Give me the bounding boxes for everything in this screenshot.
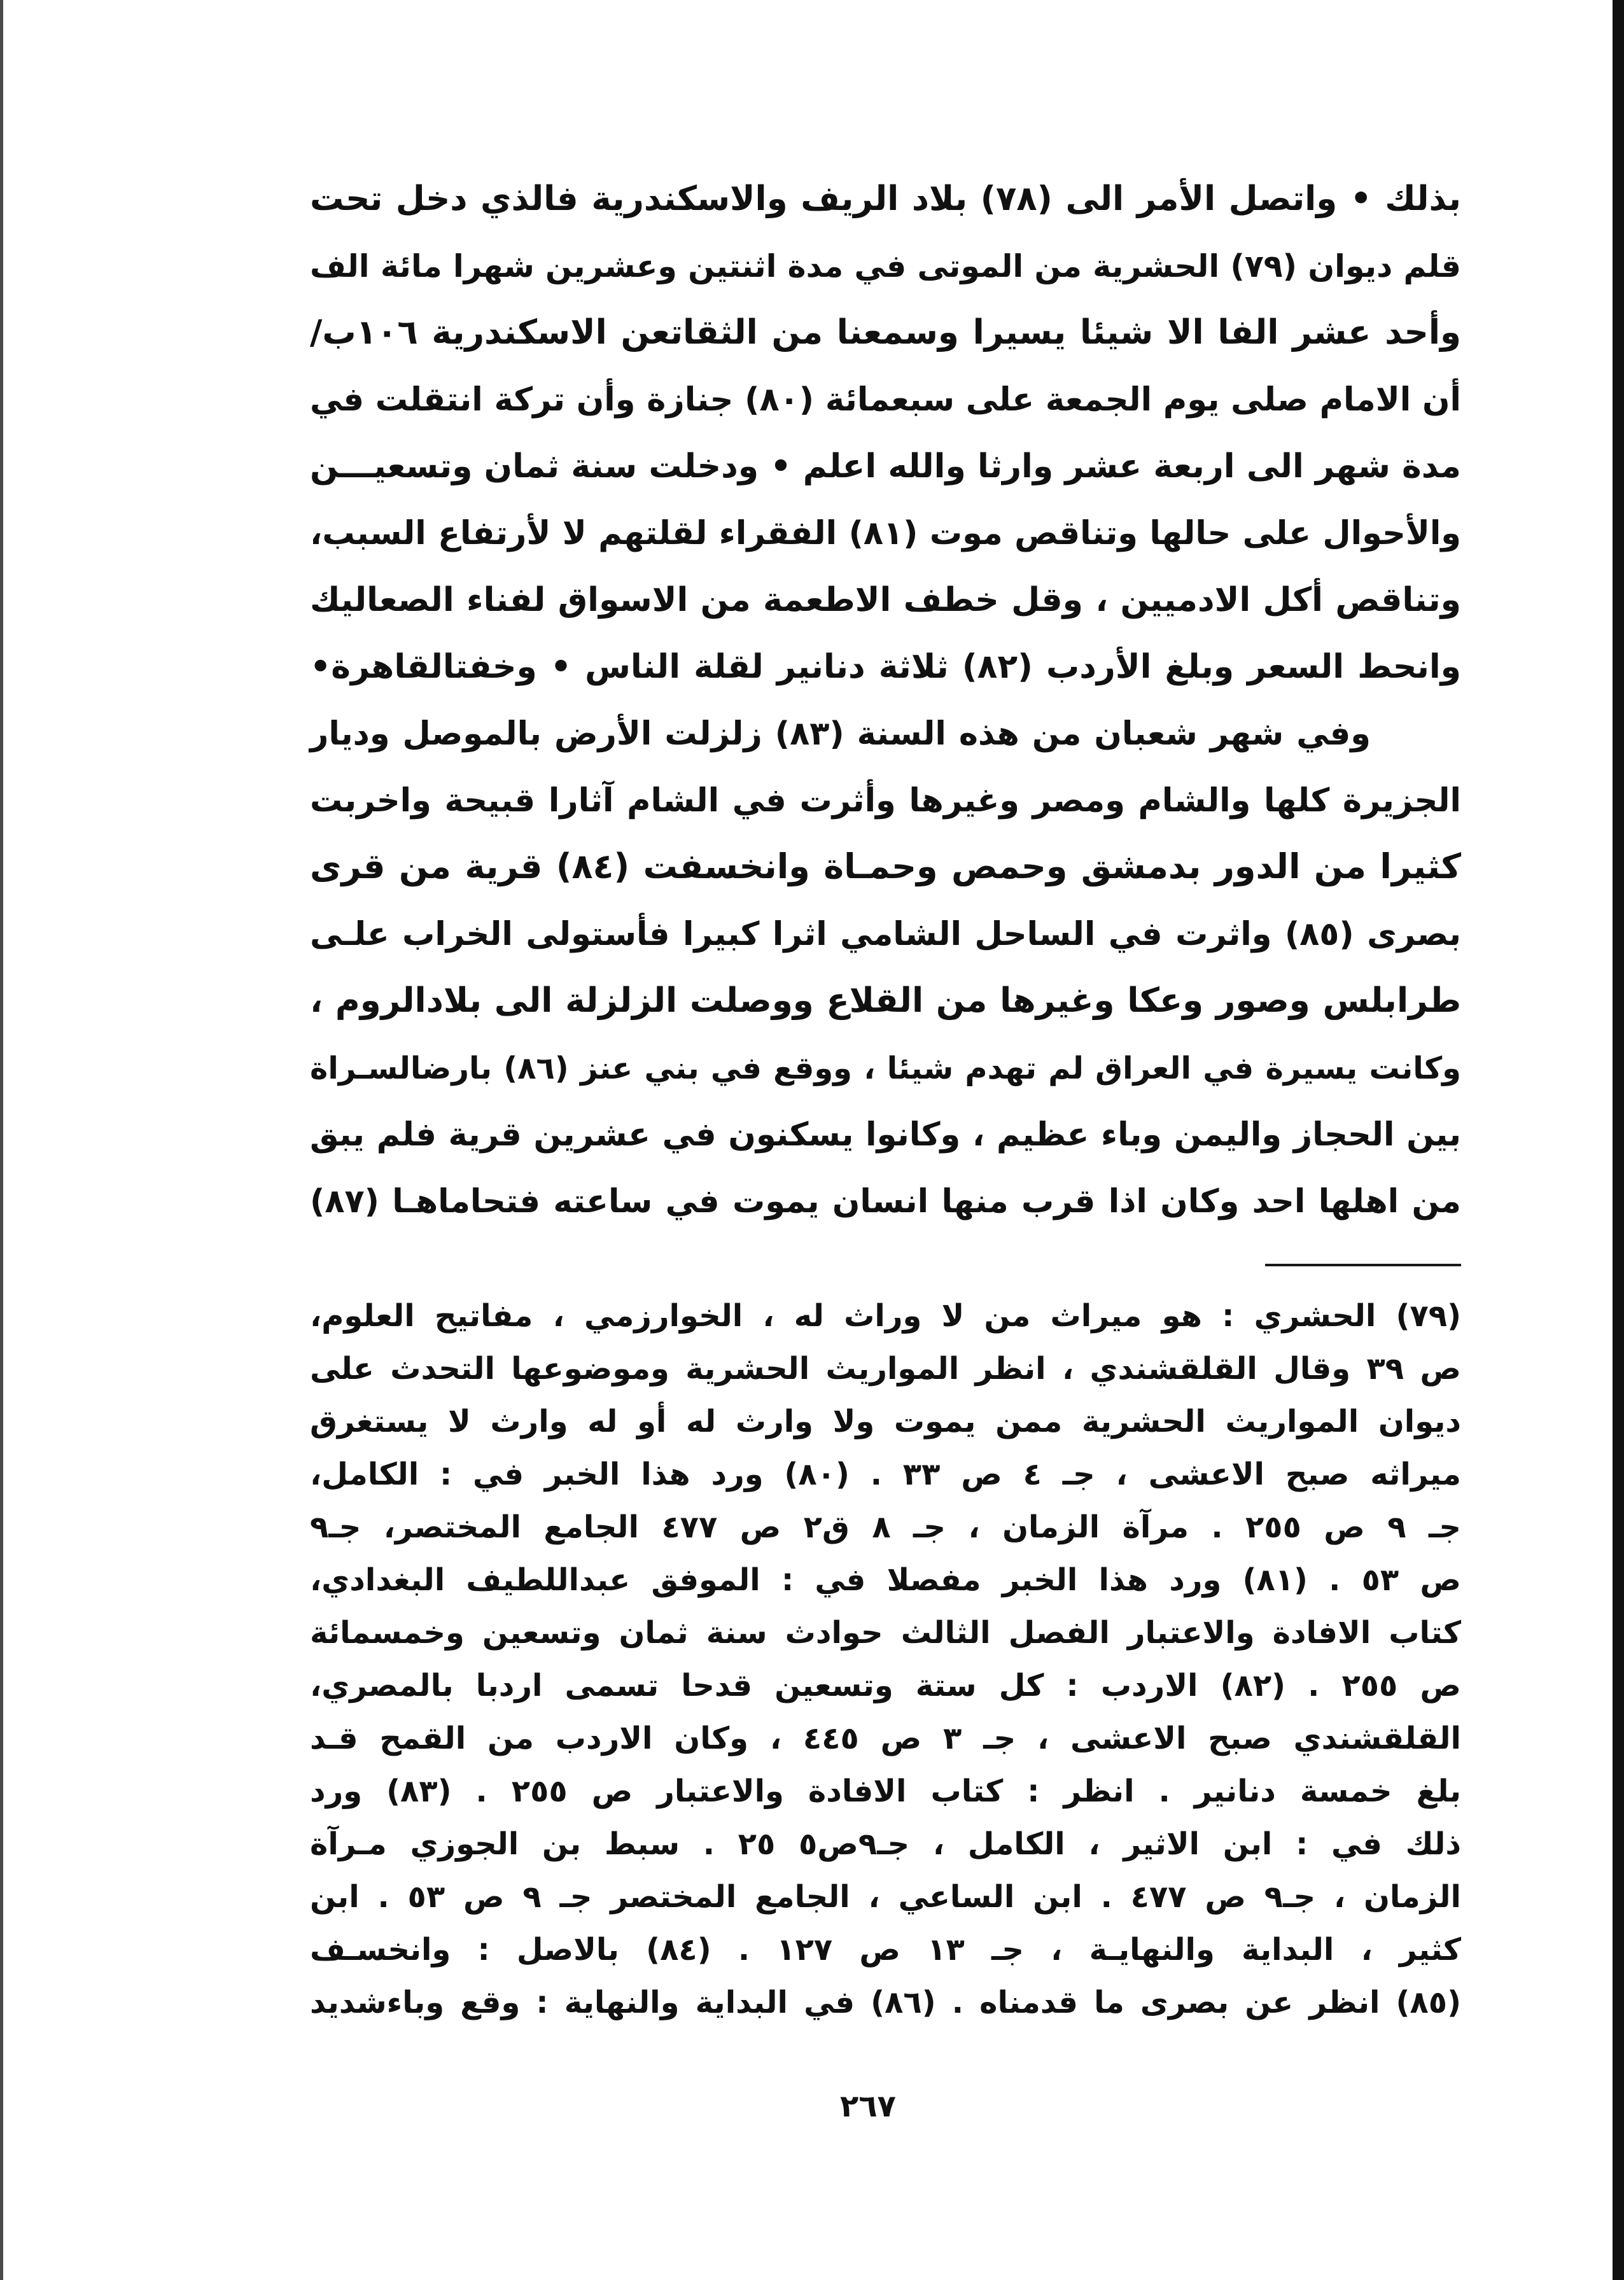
body-line: وأحد عشر الفا الا شيئا يسيرا وسمعنا من الثقاتعن الاسكندرية ١٠٦ب/ [310, 313, 1461, 352]
body-line: طرابلس وصور وعكا وغيرها من القلاع ووصلت الزلزلة الى بلادالروم ، [310, 981, 1461, 1020]
body-line: بصرى (٨٥) واثرت في الساحل الشامي اثرا كبيرا فأستولى الخراب علـى [309, 916, 1461, 953]
footnote-line: ص ٥٣ . (٨١) ورد هذا الخبر مفصلا في : الموفق عبداللطيف البغدادي، [310, 1562, 1461, 1598]
body-line: كثيرا من الدور بدمشق وحمص وحمـاة وانخسفت (٨٤) قرية من قرى [310, 846, 1461, 886]
footnote-line: ديوان المواريث الحشرية ممن يموت ولا وارث له أو له وارث لا يستغرق [310, 1404, 1461, 1439]
footnote-line: (٨٥) انظر عن بصرى ما قدمناه . (٨٦) في البداية والنهاية : وقع وباءشديد [310, 1985, 1461, 2020]
paragraph-start-line: وفي شهر شعبان من هذه السنة (٨٣) زلزلت الأرض بالموصل وديار [310, 715, 1371, 753]
body-line: بين الحجاز واليمن وباء عظيم ، وكانوا يسكنون في عشرين قرية فلم يبق [310, 1116, 1461, 1154]
body-line: قلم ديوان (٧٩) الحشرية من الموتى في مدة اثنتين وعشرين شهرا مائة الف [310, 248, 1461, 284]
footnote-line: ص ٢٥٥ . (٨٢) الاردب : كل ستة وتسعين قدحا تسمى اردبا بالمصري، [309, 1668, 1461, 1703]
footnotes-block [310, 1290, 1461, 2029]
body-line: أن الامام صلى يوم الجمعة على سبعمائة (٨٠) جنازة وأن تركة انتقلت في [310, 381, 1461, 419]
footnote-line: كتاب الافادة والاعتبار الفصل الثالث حوادث سنة ثمان وتسعين وخمسمائة [310, 1615, 1461, 1651]
scan-edge-right [1613, 0, 1624, 2280]
main-text-block [310, 163, 1461, 1232]
footnote-line: ميراثه صبح الاعشى ، جـ ٤ ص ٣٣ . (٨٠) ورد هذا الخبر في : الكامل، [309, 1457, 1461, 1492]
page-number: ٢٦٧ [840, 2088, 896, 2124]
footnote-line: القلقشندي صبح الاعشى ، جـ ٣ ص ٤٤٥ ، وكان الاردب من القمح قـد [310, 1721, 1461, 1756]
footnote-line: ص ٣٩ وقال القلقشندي ، انظر المواريث الحشرية وموضوعها التحدث على [310, 1351, 1461, 1387]
body-line: الجزيرة كلها والشام ومصر وغيرها وأثرت في الشام آثارا قبيحة واخربت [310, 782, 1461, 820]
footnote-line: ذلك في : ابن الاثير ، الكامل ، جـ٩ص٥ ٢٥ . سبط بن الجوزي مـرآة [309, 1826, 1461, 1862]
footnote-line: جـ ٩ ص ٢٥٥ . مرآة الزمان ، جـ ٨ ق٢ ص ٤٧٧ الجامع المختصر، جـ٩ [309, 1509, 1461, 1545]
footnote-line: الزمان ، جـ٩ ص ٤٧٧ . ابن الساعي ، الجامع المختصر جـ ٩ ص ٥٣ . ابن [309, 1879, 1461, 1915]
footnote-line: كثير ، البداية والنهايـة ، جـ ١٣ ص ١٢٧ . (٨٤) بالاصل : وانخسـف [309, 1932, 1461, 1968]
body-line: من اهلها احد وكان اذا قرب منها انسان يموت في ساعته فتحاماهـا (٨٧) [310, 1183, 1461, 1220]
body-line: وانحط السعر وبلغ الأردب (٨٢) ثلاثة دنانير لقلة الناس • وخفتالقاهرة• [310, 648, 1461, 686]
body-line: بذلك • واتصل الأمر الى (٧٨) بلاد الريف والاسكندرية فالذي دخل تحت [310, 179, 1461, 218]
body-line: وكانت يسيرة في العراق لم تهدم شيئا ، ووقع في بني عنز (٨٦) بارضالسـراة [309, 1051, 1461, 1086]
body-line: والأحوال على حالها وتناقص موت (٨١) الفقراء لقلتهم لا لأرتفاع السبب، [310, 515, 1461, 552]
scan-edge-left [0, 0, 3, 2280]
footnote-separator [1265, 1264, 1461, 1266]
body-line: وتناقص أكل الادميين ، وقل خطف الاطعمة من الاسواق لفناء الصعاليك [310, 581, 1461, 619]
footnote-line: بلغ خمسة دنانير . انظر : كتاب الافادة والاعتبار ص ٢٥٥ . (٨٣) ورد [310, 1773, 1461, 1809]
body-line: مدة شهر الى اربعة عشر وارثا والله اعلم • ودخلت سنة ثمان وتسعيـــن [310, 447, 1461, 486]
footnote-line: (٧٩) الحشري : هو ميراث من لا وراث له ، الخوارزمي ، مفاتيح العلوم، [310, 1298, 1461, 1334]
